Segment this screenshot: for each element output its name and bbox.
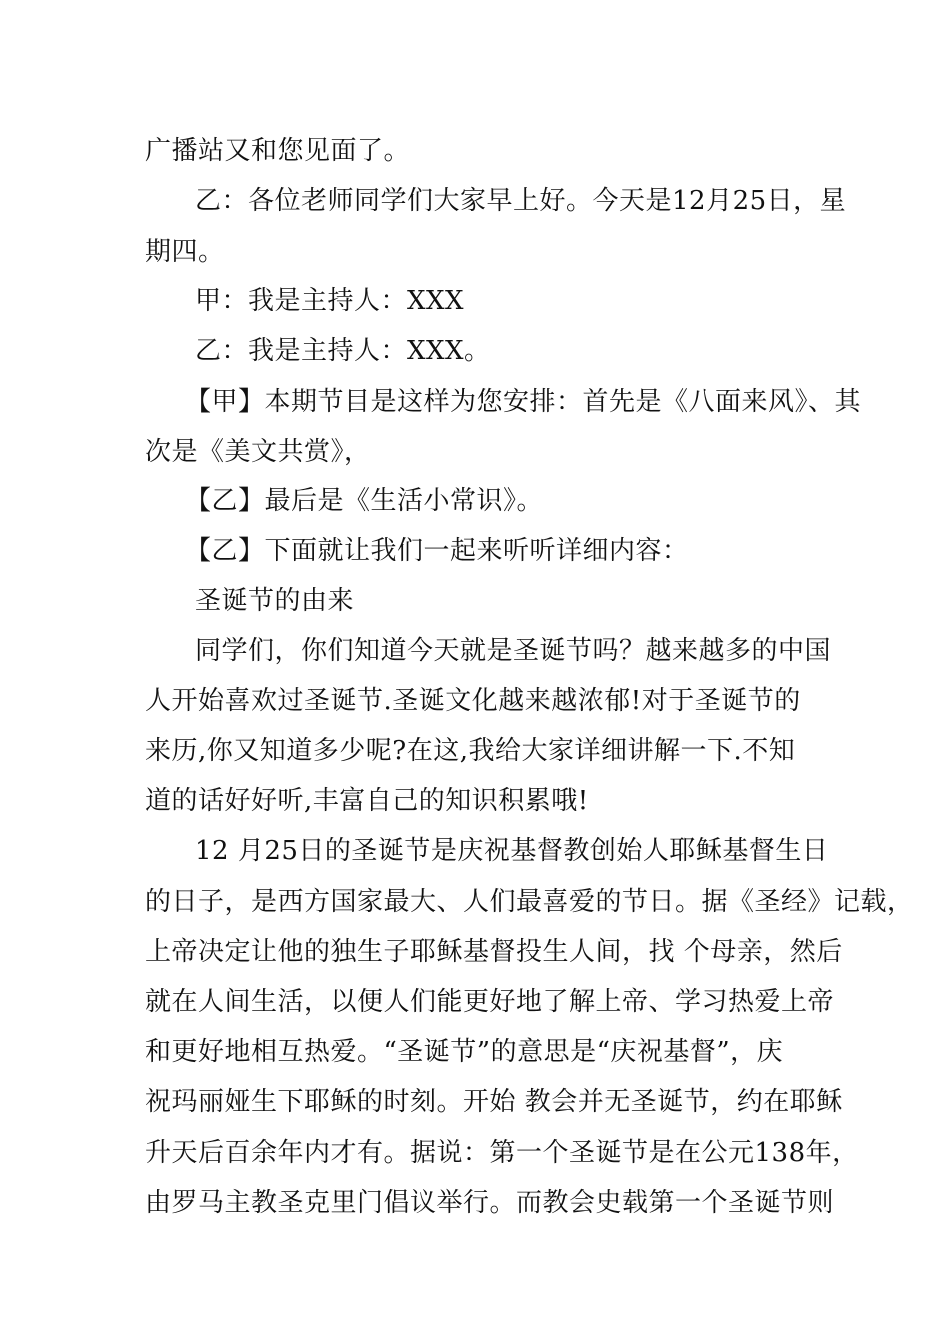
text-line: 【乙】最后是《生活小常识》。 — [185, 486, 544, 516]
text-line: 乙：我是主持人：XXX。 — [195, 336, 491, 366]
text-line: 由罗马主教圣克里门倡议举行。而教会史载第一个圣诞节则 — [145, 1188, 835, 1218]
text-line: 上帝决定让他的独生子耶稣基督投生人间，找 个母亲，然后 — [145, 937, 843, 967]
text-line: 广播站又和您见面了。 — [145, 136, 411, 166]
text-line: 12 月25日的圣诞节是庆祝基督教创始人耶稣基督生日 — [195, 836, 829, 866]
text-line: 期四。 — [145, 237, 225, 267]
text-line: 【乙】下面就让我们一起来听听详细内容： — [185, 536, 689, 566]
text-line: 来历,你又知道多少呢?在这,我给大家详细讲解一下.不知 — [145, 736, 796, 766]
text-line: 甲：我是主持人：XXX — [195, 286, 465, 316]
section-heading: 圣诞节的由来 — [195, 586, 355, 616]
text-line: 道的话好好听,丰富自己的知识积累哦! — [145, 786, 589, 816]
text-line: 就在人间生活，以便人们能更好地了解上帝、学习热爱上帝 — [145, 987, 835, 1017]
text-line: 人开始喜欢过圣诞节.圣诞文化越来越浓郁!对于圣诞节的 — [145, 686, 801, 716]
text-line: 次是《美文共赏》， — [145, 437, 371, 467]
text-line: 祝玛丽娅生下耶稣的时刻。开始 教会并无圣诞节，约在耶稣 — [145, 1087, 843, 1117]
text-line: 的日子，是西方国家最大、人们最喜爱的节日。据《圣经》记载， — [145, 887, 914, 917]
text-line: 【甲】本期节目是这样为您安排：首先是《八面来风》、其 — [185, 387, 862, 417]
text-line: 乙：各位老师同学们大家早上好。今天是12月25日，星 — [195, 186, 847, 216]
text-line: 和更好地相互热爱。“圣诞节”的意思是“庆祝基督”，庆 — [145, 1037, 784, 1067]
text-line: 升天后百余年内才有。据说：第一个圣诞节是在公元138年， — [145, 1138, 859, 1168]
text-line: 同学们，你们知道今天就是圣诞节吗？越来越多的中国 — [195, 636, 832, 666]
